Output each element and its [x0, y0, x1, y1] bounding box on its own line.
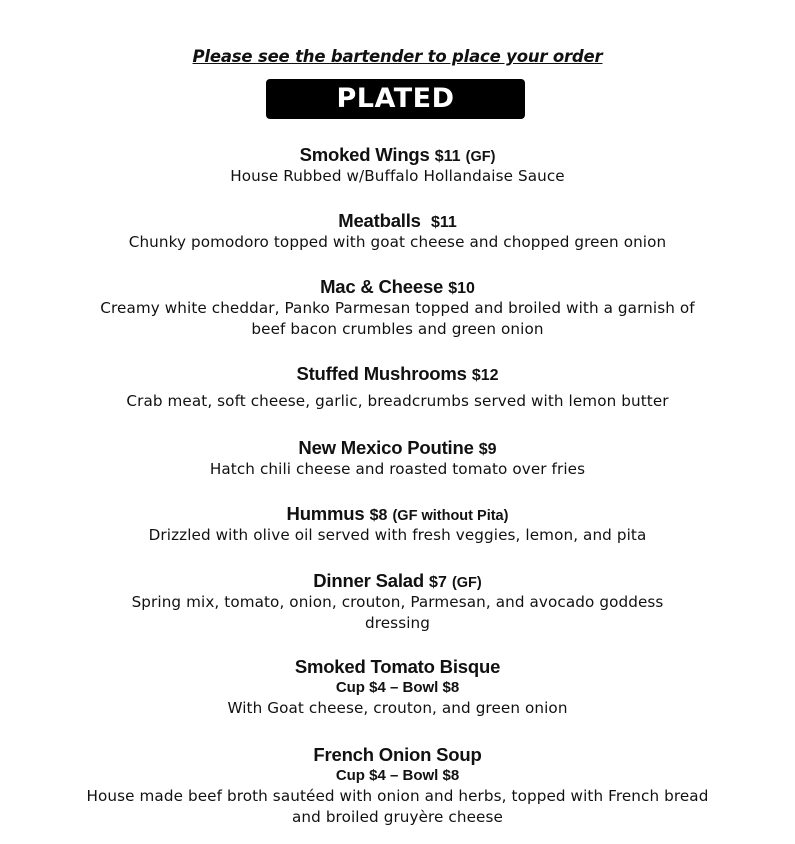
item-heading — [0, 363, 795, 385]
item-name: Mac & Cheese — [320, 276, 444, 297]
item-tag: (GF) — [451, 575, 482, 591]
item-name: Hummus — [286, 503, 365, 524]
menu-item-dinner-salad — [0, 570, 795, 634]
menu-item-hummus — [0, 503, 795, 546]
menu-item-french-onion-soup — [0, 744, 795, 828]
item-price: $9 — [478, 441, 497, 458]
item-description: Crab meat, soft cheese, garlic, breadcrumbs served with lemon butter — [126, 392, 669, 410]
item-price: $12 — [471, 367, 499, 384]
item-name: French Onion Soup — [313, 744, 482, 765]
item-price: $11 — [434, 148, 461, 165]
item-description: Creamy white cheddar, Panko Parmesan topped and broiled with a garnish of beef bacon crumbles and green onion — [100, 299, 695, 338]
menu-item-smoked-tomato-bisque — [0, 656, 795, 719]
item-name: Smoked Tomato Bisque — [294, 656, 501, 677]
item-description: Chunky pomodoro topped with goat cheese and chopped green onion — [128, 233, 667, 251]
item-description: Hatch chili cheese and roasted tomato over fries — [209, 460, 586, 478]
item-name: Meatballs — [338, 210, 421, 231]
item-heading — [0, 276, 795, 298]
item-tag: (GF) — [465, 149, 496, 165]
item-size-prices: Cup $4 – Bowl $8 — [335, 767, 460, 784]
item-heading — [0, 656, 795, 678]
menu-item-smoked-wings — [0, 144, 795, 187]
item-description: Spring mix, tomato, onion, crouton, Parmesan, and avocado goddess dressing — [131, 593, 664, 632]
item-name: Smoked Wings — [299, 144, 430, 165]
item-description: House Rubbed w/Buffalo Hollandaise Sauce — [230, 167, 565, 185]
menu-item-stuffed-mushrooms — [0, 363, 795, 412]
item-heading — [0, 744, 795, 766]
item-tag: (GF without Pita) — [392, 508, 509, 524]
item-heading — [0, 210, 795, 232]
item-size-prices: Cup $4 – Bowl $8 — [335, 679, 460, 696]
item-name: Dinner Salad — [313, 570, 424, 591]
item-price: $11 — [430, 214, 457, 231]
menu-item-mac-cheese — [0, 276, 795, 340]
item-description: House made beef broth sautéed with onion and herbs, topped with French bread and broiled gruyère cheese — [86, 787, 709, 826]
menu-item-new-mexico-poutine — [0, 437, 795, 480]
item-heading — [0, 503, 795, 525]
item-description: Drizzled with olive oil served with fresh veggies, lemon, and pita — [148, 526, 647, 544]
item-heading — [0, 570, 795, 592]
menu-item-meatballs — [0, 210, 795, 253]
order-notice: Please see the bartender to place your order — [192, 47, 603, 66]
section-banner: PLATED — [266, 79, 525, 119]
item-price: $7 — [429, 574, 447, 591]
item-price: $8 — [369, 507, 388, 524]
item-name: Stuffed Mushrooms — [296, 363, 467, 384]
item-heading — [0, 144, 795, 166]
item-heading — [0, 437, 795, 459]
item-price: $10 — [448, 280, 475, 297]
item-name: New Mexico Poutine — [298, 437, 474, 458]
item-description: With Goat cheese, crouton, and green onion — [227, 699, 568, 717]
